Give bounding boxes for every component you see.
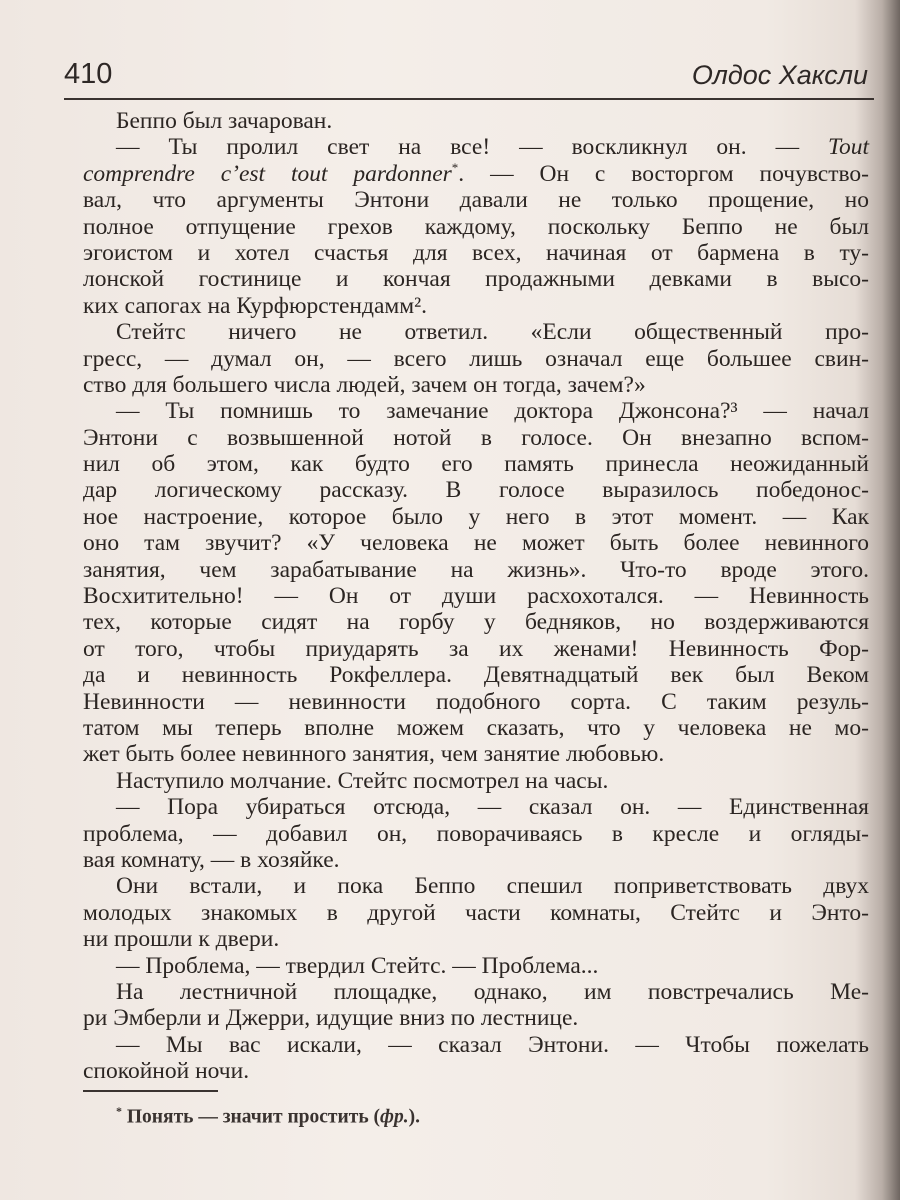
- footnote-end: ).: [408, 1106, 420, 1128]
- line-text: гресс, — думал он, — всего лишь означал еще большее свин-: [83, 345, 869, 372]
- text-line: [83, 372, 869, 398]
- text-line: [83, 240, 869, 266]
- text-line: [83, 1058, 869, 1084]
- text-line: [83, 741, 869, 767]
- line-text: нил об этом, как будто его память принесла неожиданный: [83, 451, 869, 478]
- line-text: — Ты помнишь то замечание доктора Джонсона?³ — начал: [116, 398, 869, 425]
- italic-phrase: Tout: [828, 134, 869, 161]
- text-line: [83, 214, 869, 240]
- line-text: Энтони с возвышенной нотой в голосе. Он внезапно вспом-: [83, 424, 869, 451]
- text-line: [83, 794, 869, 820]
- line-text: да и невинность Рокфеллера. Девятнадцатый век был Веком: [83, 662, 869, 689]
- footnote-ref: *: [451, 159, 459, 175]
- italic-phrase: comprendre c’est tout pardonner: [83, 160, 452, 187]
- text-line: [83, 425, 869, 451]
- text-line: [83, 926, 869, 952]
- text-line: [83, 979, 869, 1005]
- line-text: ное настроение, которое было у него в этот момент. — Как: [83, 503, 869, 530]
- body-text: [83, 108, 869, 1084]
- line-text: тех, которые сидят на горбу у бедняков, но воздерживаются: [83, 609, 869, 636]
- line-text: полное отпущение грехов каждому, поскольку Беппо не был: [83, 213, 869, 240]
- footnote-marker: *: [116, 1104, 122, 1118]
- text-line: [83, 821, 869, 847]
- text-line: [83, 953, 869, 979]
- text-line: [83, 293, 869, 319]
- text-line: [83, 451, 869, 477]
- line-text: жет быть более невинного занятия, чем занятие любовью.: [83, 741, 665, 768]
- line-text: вал, что аргументы Энтони давали не только прощение, но: [83, 187, 869, 214]
- line-text: ри Эмберли и Джерри, идущие вниз по лестнице.: [83, 1005, 579, 1032]
- line-text: татом мы теперь вполне можем сказать, что у человека не мо-: [83, 714, 869, 741]
- line-text: от того, чтобы приударять за их женами! Невинность Фор-: [83, 635, 869, 662]
- footnote-abbrev: фр.: [380, 1106, 409, 1128]
- header-rule: [64, 98, 874, 100]
- line-text: — Пора убираться отсюда, — сказал он. — Единственная: [116, 794, 869, 821]
- line-text: занятия, чем зарабатывание на жизнь». Что-то вроде этого.: [83, 556, 869, 583]
- text-line: [83, 187, 869, 213]
- text-line: [83, 398, 869, 424]
- text-line: [83, 662, 869, 688]
- line-text: — Ты пролил свет на все! — воскликнул он. —: [116, 134, 829, 161]
- line-text: Беппо был зачарован.: [116, 108, 333, 134]
- text-line: [83, 689, 869, 715]
- line-text: спокойной ночи.: [83, 1058, 250, 1085]
- line-text: ких сапогах на Курфюрстендамм².: [83, 292, 428, 319]
- text-line: [83, 161, 869, 187]
- line-text: Невинности — невинности подобного сорта. С таким резуль-: [83, 688, 869, 715]
- text-line: [83, 1005, 869, 1031]
- text-line: [83, 477, 869, 503]
- text-line: [83, 346, 869, 372]
- line-text: проблема, — добавил он, поворачиваясь в кресле и огляды-: [83, 820, 869, 847]
- text-line: [83, 715, 869, 741]
- text-line: [83, 1032, 869, 1058]
- line-text: Восхитительно! — Он от души расхохотался. — Невинность: [83, 583, 869, 610]
- text-line: [83, 900, 869, 926]
- text-line: [83, 768, 869, 794]
- text-line: [83, 636, 869, 662]
- footnote-text: Понять — значит простить (: [122, 1106, 381, 1128]
- footnote-rule: [83, 1090, 218, 1092]
- line-text: лонской гостинице и кончая продажными девками в высо-: [83, 266, 869, 293]
- text-line: [83, 847, 869, 873]
- text-line: [83, 557, 869, 583]
- line-text: дар логическому рассказу. В голосе выразилось победонос-: [83, 477, 869, 504]
- text-line: [83, 583, 869, 609]
- line-text: ство для большего числа людей, зачем он тогда, зачем?»: [83, 371, 646, 398]
- text-line: [83, 108, 869, 134]
- text-line: [83, 134, 869, 160]
- text-line: [83, 266, 869, 292]
- text-line: [83, 609, 869, 635]
- line-text: . — Он с восторгом почувство-: [458, 160, 870, 187]
- line-text: — Проблема, — твердил Стейтс. — Проблема...: [116, 952, 599, 979]
- line-text: Они встали, и пока Беппо спешил поприветствовать двух: [116, 873, 869, 900]
- line-text: Наступило молчание. Стейтс посмотрел на часы.: [116, 767, 609, 794]
- text-line: [83, 873, 869, 899]
- text-line: [83, 319, 869, 345]
- line-text: ни прошли к двери.: [83, 926, 280, 953]
- footnote: [116, 1104, 420, 1129]
- text-line: [83, 504, 869, 530]
- page-number: 410: [64, 58, 113, 90]
- line-text: вая комнату, — в хозяйке.: [83, 846, 340, 873]
- line-text: — Мы вас искали, — сказал Энтони. — Чтобы пожелать: [116, 1031, 869, 1058]
- line-text: На лестничной площадке, однако, им повстречались Ме-: [116, 978, 869, 1005]
- line-text: молодых знакомых в другой части комнаты, Стейтс и Энто-: [83, 899, 869, 926]
- line-text: оно там звучит? «У человека не может быть более невинного: [83, 530, 869, 557]
- text-line: [83, 530, 869, 556]
- line-text: эгоистом и хотел счастья для всех, начиная от бармена в ту-: [83, 239, 869, 266]
- line-text: Стейтс ничего не ответил. «Если общественный про-: [116, 319, 869, 346]
- running-author: Олдос Хаксли: [691, 60, 868, 90]
